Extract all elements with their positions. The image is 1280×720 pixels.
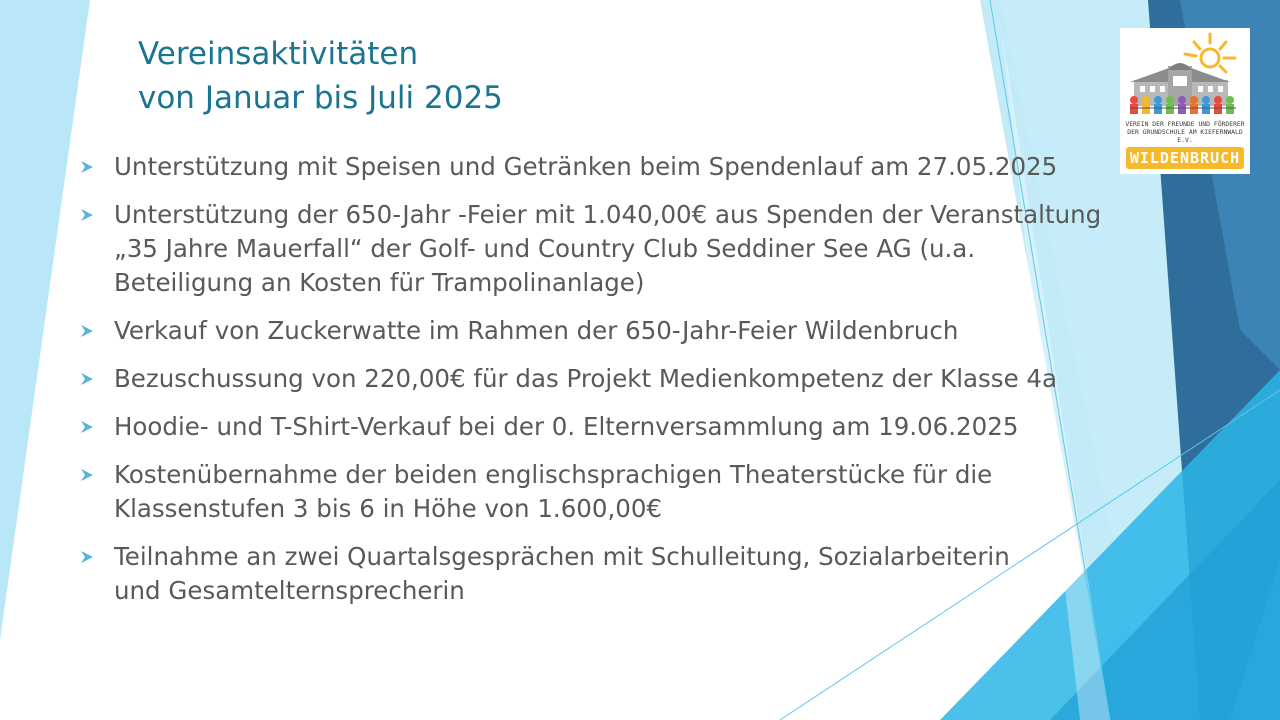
arrow-bullet-icon xyxy=(80,324,94,338)
slide-title xyxy=(138,32,1038,120)
bullet-list xyxy=(80,150,1190,622)
bullet-text-line: Unterstützung der 650-Jahr -Feier mit 1.040,00€ aus Spenden der Veranstaltung xyxy=(114,200,1102,229)
arrow-bullet-icon xyxy=(80,372,94,386)
arrow-bullet-icon xyxy=(80,208,94,222)
logo-banner: WILDENBRUCH xyxy=(1126,147,1244,169)
bullet-text-line: Hoodie- und T-Shirt-Verkauf bei der 0. Elternversammlung am 19.06.2025 xyxy=(114,412,1019,441)
bullet-item xyxy=(80,150,1190,184)
arrow-bullet-icon xyxy=(80,420,94,434)
bullet-text-line: Beteiligung an Kosten für Trampolinanlage) xyxy=(114,268,645,297)
arrow-bullet-icon xyxy=(80,468,94,482)
bullet-item xyxy=(80,314,1190,348)
bullet-text-line: Kostenübernahme der beiden englischsprachigen Theaterstücke für die xyxy=(114,460,993,489)
logo-text xyxy=(1124,120,1246,144)
children-figures-icon xyxy=(1130,96,1236,114)
left-accent-shape xyxy=(0,0,90,640)
slide-title-line-2: von Januar bis Juli 2025 xyxy=(138,80,503,116)
bullet-text-line: Klassenstufen 3 bis 6 in Höhe von 1.600,00€ xyxy=(114,494,663,523)
bullet-item xyxy=(80,540,1190,608)
logo-illustration xyxy=(1120,28,1250,120)
bullet-item xyxy=(80,458,1190,526)
bullet-text-line: und Gesamtelternsprecherin xyxy=(114,576,465,605)
arrow-bullet-icon xyxy=(80,550,94,564)
bullet-text-line: Unterstützung mit Speisen und Getränken beim Spendenlauf am 27.05.2025 xyxy=(114,152,1058,181)
logo-text-line-2: DER GRUNDSCHULE AM KIEFERNWALD E.V. xyxy=(1127,128,1243,144)
bullet-item xyxy=(80,362,1190,396)
logo-text-line-1: VEREIN DER FREUNDE UND FÖRDERER xyxy=(1125,120,1245,128)
bullet-text-line: Teilnahme an zwei Quartalsgesprächen mit Schulleitung, Sozialarbeiterin xyxy=(114,542,1010,571)
bullet-item xyxy=(80,198,1190,300)
arrow-bullet-icon xyxy=(80,160,94,174)
association-logo xyxy=(1120,28,1250,174)
slide-title-line-1: Vereinsaktivitäten xyxy=(138,36,419,72)
bullet-text-line: Bezuschussung von 220,00€ für das Projekt Medienkompetenz der Klasse 4a xyxy=(114,364,1058,393)
sun-icon xyxy=(1185,34,1235,72)
bullet-item xyxy=(80,410,1190,444)
bullet-text-line: „35 Jahre Mauerfall“ der Golf- und Country Club Seddiner See AG (u.a. xyxy=(114,234,976,263)
bullet-text-line: Verkauf von Zuckerwatte im Rahmen der 650-Jahr-Feier Wildenbruch xyxy=(114,316,959,345)
